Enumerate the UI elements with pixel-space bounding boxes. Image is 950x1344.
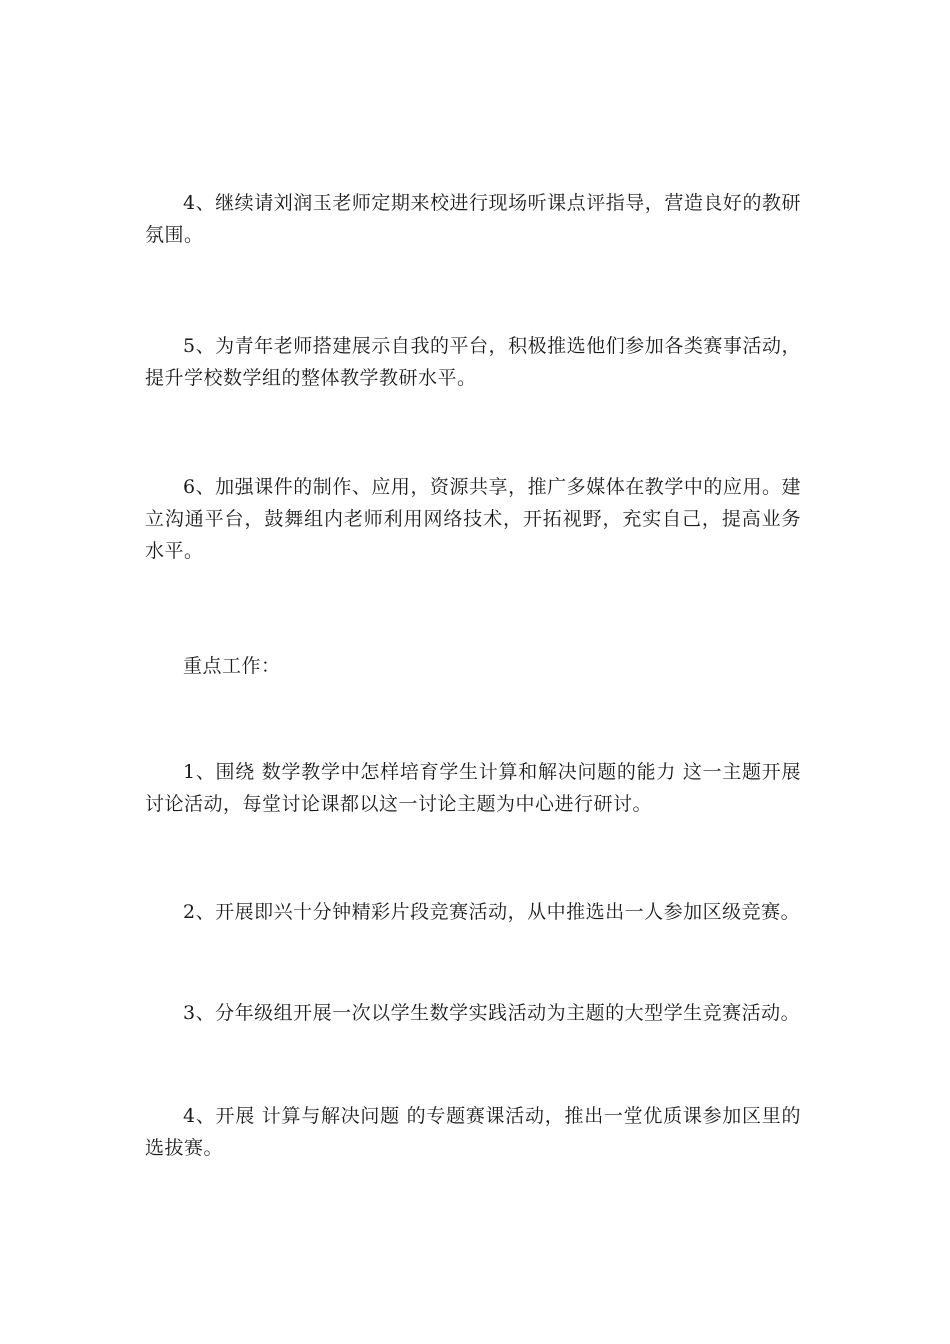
paragraph-key-1-discussion: 1、围绕 数学教学中怎样培育学生计算和解决问题的能力 这一主题开展讨论活动，每堂讨论课都以这一讨论主题为中心进行研讨。 <box>145 761 801 815</box>
paragraph-key-2-competition: 2、开展即兴十分钟精彩片段竞赛活动，从中推选出一人参加区级竞赛。 <box>183 901 801 923</box>
paragraph-item-5-young-teachers: 5、为青年老师搭建展示自我的平台，积极推选他们参加各类赛事活动，提升学校数学组的整体教学教研水平。 <box>145 335 801 389</box>
paragraph-key-4-lesson-contest: 4、开展 计算与解决问题 的专题赛课活动，推出一堂优质课参加区里的选拔赛。 <box>145 1105 801 1159</box>
paragraph-item-6-courseware: 6、加强课件的制作、应用，资源共享，推广多媒体在教学中的应用。建立沟通平台，鼓舞组内老师利用网络技术，开拓视野，充实自己，提高业务水平。 <box>145 476 801 562</box>
section-heading-key-work: 重点工作： <box>183 655 281 677</box>
paragraph-key-3-practice: 3、分年级组开展一次以学生数学实践活动为主题的大型学生竞赛活动。 <box>183 1002 801 1024</box>
paragraph-item-4-invite-teacher: 4、继续请刘润玉老师定期来校进行现场听课点评指导，营造良好的教研氛围。 <box>145 192 801 246</box>
